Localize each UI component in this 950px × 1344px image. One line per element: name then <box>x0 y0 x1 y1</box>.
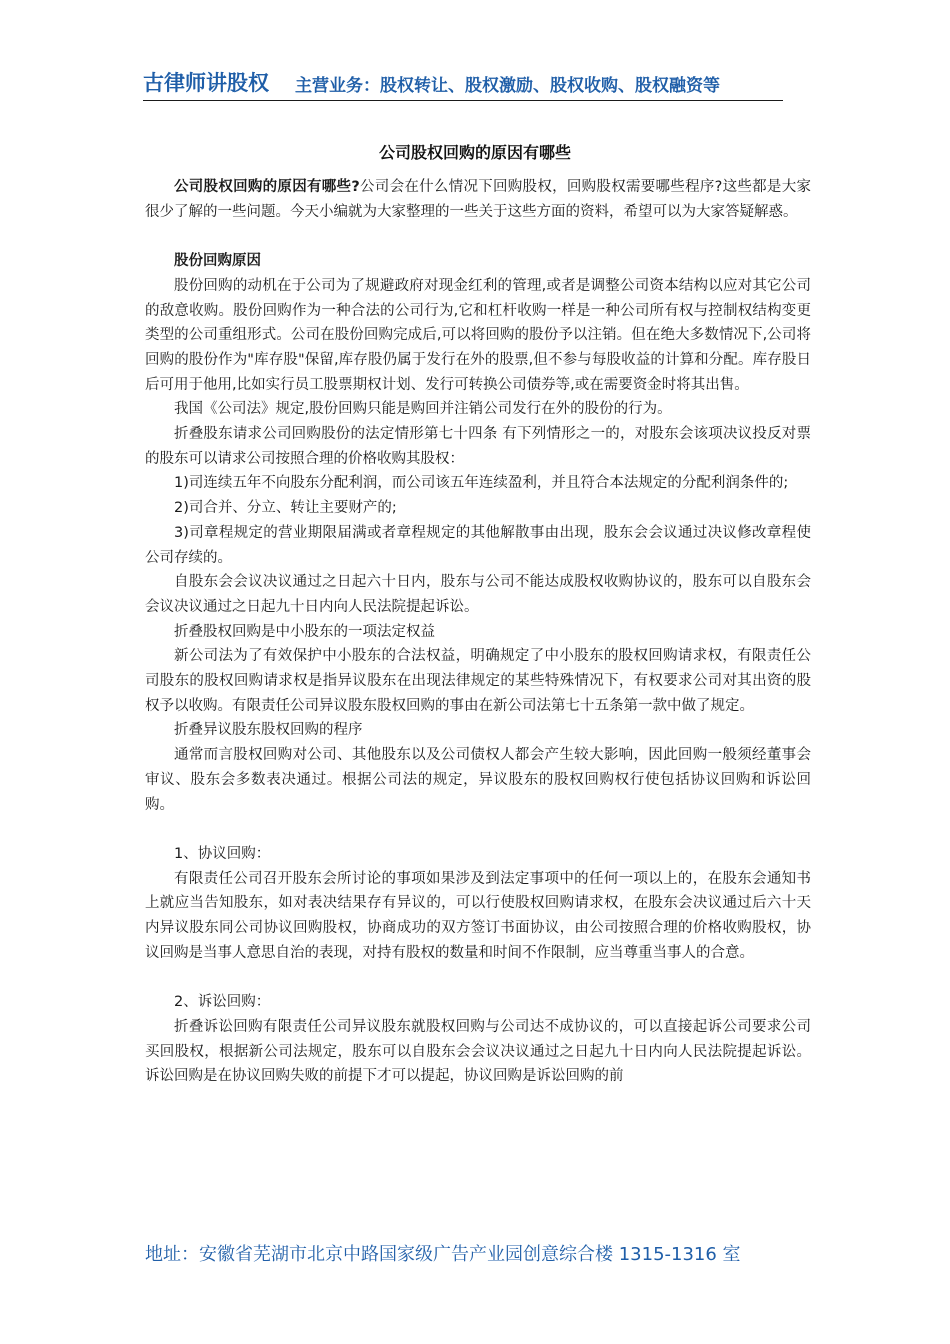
intro-text: 公司会在什么情况下回购股权，回购股权需要哪些程序?这些都是大家很少了解的一些问题。今天小编就为大家整理的一些关于这些方面的资料，希望可以为大家答疑解惑。 <box>145 179 811 220</box>
section-heading: 股份回购原因 <box>174 253 261 270</box>
paragraph: 我国《公司法》规定,股份回购只能是购回并注销公司发行在外的股份的行为。 <box>174 401 672 418</box>
page-header <box>143 68 783 101</box>
paragraph: 折叠诉讼回购有限责任公司异议股东就股权回购与公司达不成协议的，可以直接起诉公司要求公司买回股权，根据新公司法规定，股东可以自股东会会议决议通过之日起九十日内向人民法院提起诉讼。诉讼回购是在协议回购失败的前提下才可以提起，协议回购是诉讼回购的前 <box>145 1018 811 1085</box>
footer-address: 地址：安徽省芜湖市北京中路国家级广告产业园创意综合楼 1315-1316 室 <box>145 1244 741 1265</box>
document-body <box>145 175 811 1089</box>
intro-paragraph <box>145 175 811 224</box>
paragraph: 股份回购的动机在于公司为了规避政府对现金红利的管理,或者是调整公司资本结构以应对其它公司的敌意收购。股份回购作为一种合法的公司行为,它和杠杆收购一样是一种公司所有权与控制权结构变更类型的公司重组形式。公司在股份回购完成后,可以将回购的股份予以注销。但在绝大多数情况下,公司将回购的股份作为"库存股"保留,库存股仍属于发行在外的股票,但不参与每股收益的计算和分配。库存股日后可用于他用,比如实行员工股票期权计划、发行可转换公司债券等,或在需要资金时将其出售。 <box>145 277 811 393</box>
document-title: 公司股权回购的原因有哪些 <box>378 143 571 162</box>
intro-lead: 公司股权回购的原因有哪些? <box>174 179 360 195</box>
subheading: 折叠异议股东股权回购的程序 <box>174 722 363 739</box>
paragraph: 新公司法为了有效保护中小股东的合法权益，明确规定了中小股东的股权回购请求权，有限责任公司股东的股权回购请求权是指异议股东在出现法律规定的某些特殊情况下，有权要求公司对其出资的股权予以收购。有限责任公司异议股东股权回购的事由在新公司法第七十五条第一款中做了规定。 <box>145 648 811 714</box>
paragraph: 折叠股东请求公司回购股份的法定情形第七十四条 有下列情形之一的，对股东会该项决议投反对票的股东可以请求公司按照合理的价格收购其股权： <box>145 426 811 467</box>
subheading: 1、协议回购： <box>174 845 271 862</box>
subheading: 2、诉讼回购： <box>174 994 271 1011</box>
list-item: 3)司章程规定的营业期限届满或者章程规定的其他解散事由出现，股东会会议通过决议修改章程使公司存续的。 <box>145 524 811 566</box>
list-item: 1)司连续五年不向股东分配利润，而公司该五年连续盈利，并且符合本法规定的分配利润条件的; <box>174 475 789 492</box>
subheading: 折叠股权回购是中小股东的一项法定权益 <box>174 623 435 640</box>
brand-name: 古律师讲股权 <box>143 71 269 95</box>
business-scope: 主营业务：股权转让、股权激励、股权收购、股权融资等 <box>295 76 720 96</box>
paragraph: 通常而言股权回购对公司、其他股东以及公司债权人都会产生较大影响，因此回购一般须经董事会审议、股东会多数表决通过。根据公司法的规定，异议股东的股权回购权行使包括协议回购和诉讼回购。 <box>145 747 811 813</box>
list-item: 2)司合并、分立、转让主要财产的; <box>174 500 397 517</box>
paragraph: 有限责任公司召开股东会所讨论的事项如果涉及到法定事项中的任何一项以上的，在股东会通知书上就应当告知股东，如对表决结果存有异议的，可以行使股权回购请求权，在股东会决议通过后六十天内异议股东同公司协议回购股权，协商成功的双方签订书面协议，由公司按照合理的价格收购股权，协议回购是当事人意思自治的表现，对持有股权的数量和时间不作限制，应当尊重当事人的合意。 <box>145 870 811 961</box>
paragraph: 自股东会会议决议通过之日起六十日内，股东与公司不能达成股权收购协议的，股东可以自股东会会议决议通过之日起九十日内向人民法院提起诉讼。 <box>145 574 811 615</box>
